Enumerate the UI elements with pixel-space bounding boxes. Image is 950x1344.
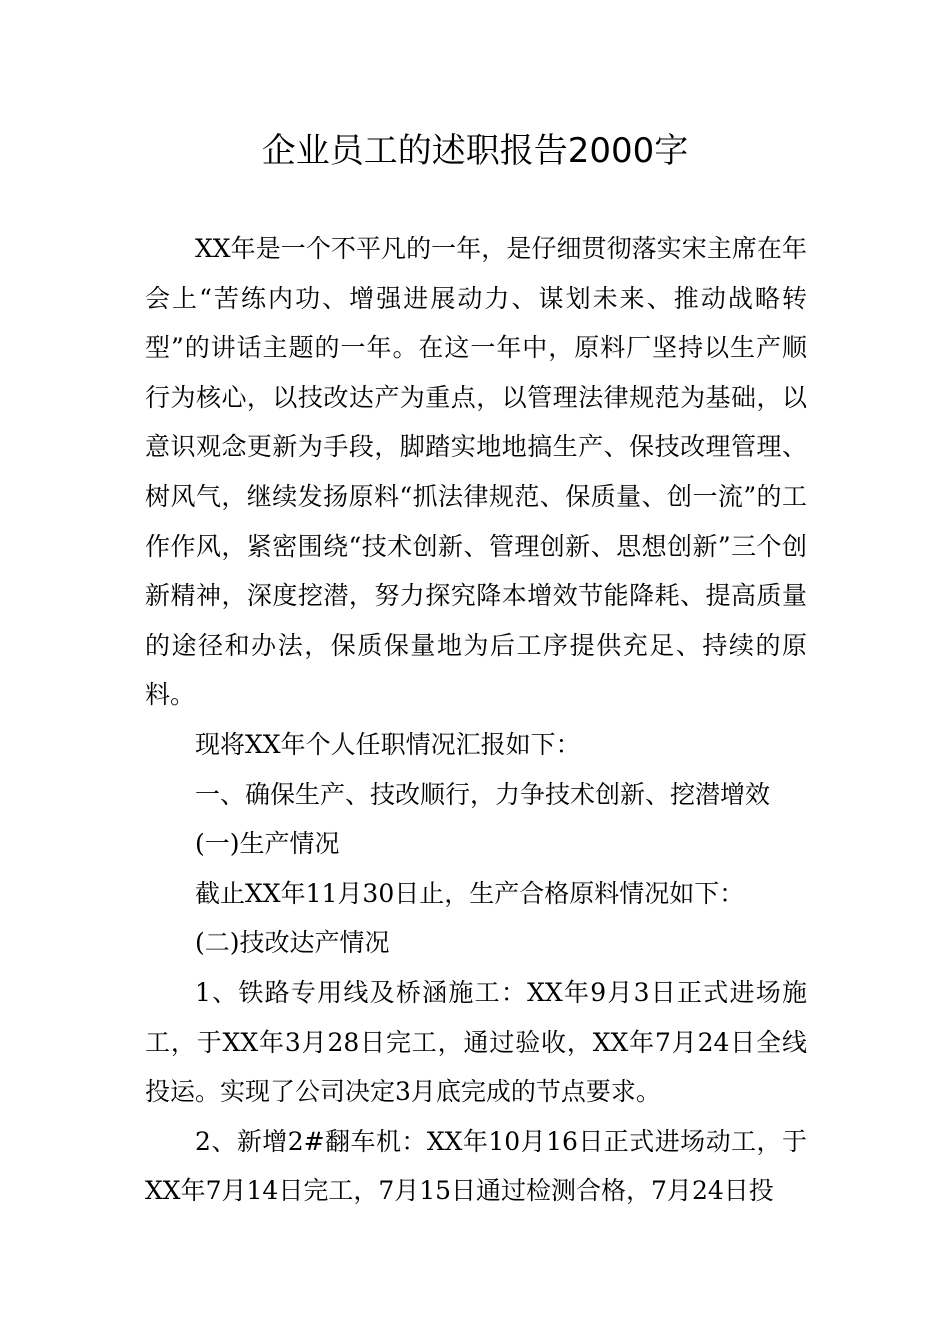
- paragraph-production-status: 截止XX年11月30日止，生产合格原料情况如下：: [195, 878, 745, 908]
- subsection-heading-tech-upgrade: (二)技改达产情况: [195, 928, 390, 958]
- paragraph-intro: XX年是一个不平凡的一年，是仔细贯彻落实宋主席在年会上“苦练内功、增强进展动力、谋划未来、推动战略转型”的讲话主题的一年。在这一年中，原料厂坚持以生产顺行为核心，以技改达产为重点，以管理法律规范为基础，以意识观念更新为手段，脚踏实地地搞生产、保技改理管理、树风气，继续发扬原料“抓法律规范、保质量、创一流”的工作作风，紧密围绕“技术创新、管理创新、思想创新”三个创新精神，深度挖潜，努力探究降本增效节能降耗、提高质量的途径和办法，保质保量地为后工序提供充足、持续的原料。: [145, 234, 807, 710]
- document-body: [145, 224, 807, 1216]
- document-title: 企业员工的述职报告2000字: [261, 131, 689, 171]
- subsection-heading-production: (一)生产情况: [195, 829, 340, 859]
- paragraph-report-intro: 现将XX年个人任职情况汇报如下：: [195, 729, 581, 759]
- section-heading-1: 一、确保生产、技改顺行，力争技术创新、挖潜增效: [195, 779, 771, 809]
- paragraph-railway: 1、铁路专用线及桥涵施工：XX年9月3日正式进场施工，于XX年3月28日完工，通过验收，XX年7月24日全线投运。实现了公司决定3月底完成的节点要求。: [145, 977, 807, 1107]
- paragraph-car-dumper: 2、新增2#翻车机：XX年10月16日正式进场动工，于XX年7月14日完工，7月15日通过检测合格，7月24日投: [145, 1126, 807, 1206]
